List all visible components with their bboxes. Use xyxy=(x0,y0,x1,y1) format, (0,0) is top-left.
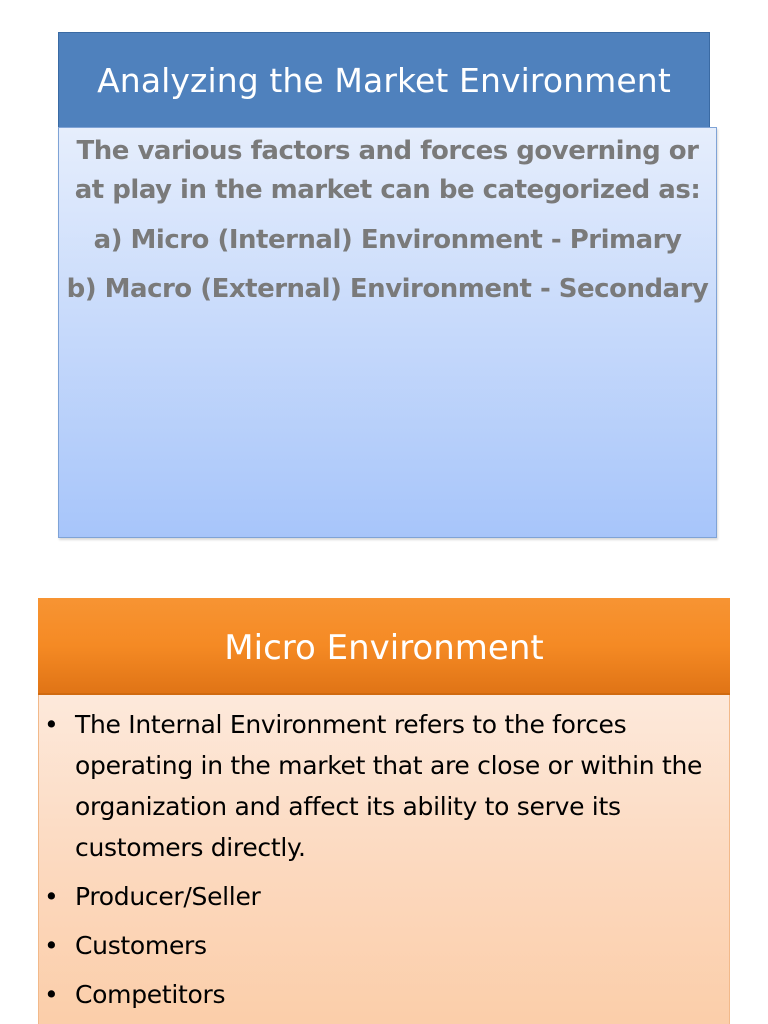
list-item xyxy=(42,704,728,868)
list-item xyxy=(42,974,728,1015)
list-item-text: Producer/Seller xyxy=(75,882,261,911)
list-item-text: Customers xyxy=(75,931,207,960)
bullet-icon: • xyxy=(44,710,59,739)
slide2-bullet-list xyxy=(42,704,728,1023)
list-item-text: Competitors xyxy=(75,980,226,1009)
slide1-text-line: b) Macro (External) Environment - Secondary xyxy=(66,274,709,304)
bullet-icon: • xyxy=(44,882,59,911)
list-item xyxy=(42,876,728,917)
slide1-text-line: a) Micro (Internal) Environment - Primary xyxy=(93,225,682,255)
slide2-title: Micro Environment xyxy=(224,628,544,668)
list-item xyxy=(42,925,728,966)
bullet-icon: • xyxy=(44,980,59,1009)
slide1-title: Analyzing the Market Environment xyxy=(97,61,671,100)
slide1-text-line: at play in the market can be categorized as: xyxy=(74,175,701,205)
bullet-icon: • xyxy=(44,931,59,960)
list-item-text: The Internal Environment refers to the forces operating in the market that are close or within the organization and affect its ability to serve its customers directly. xyxy=(75,710,703,862)
slide1-text-line: The various factors and forces governing or xyxy=(76,136,699,166)
